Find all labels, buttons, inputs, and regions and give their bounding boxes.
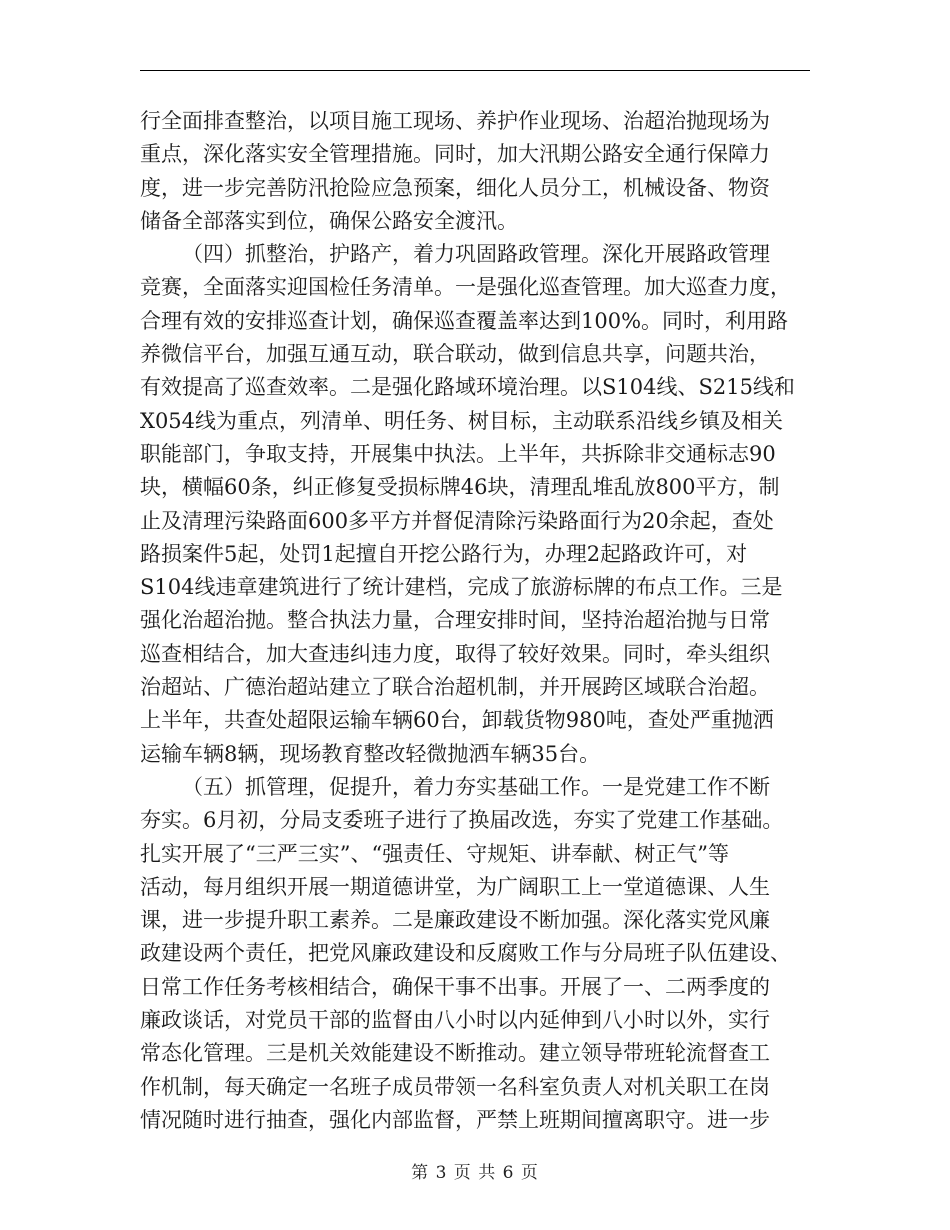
text-line: 块，横幅60条，纠正修复受损标牌46块，清理乱堆乱放800平方，制 (140, 475, 780, 500)
text-line: 职能部门，争取支持，开展集中执法。上半年，共拆除非交通标志90 (140, 441, 776, 466)
text-line: 储备全部落实到位，确保公路安全渡汛。 (140, 208, 518, 233)
paragraph-start-line: （四）抓整治，护路产，着力巩固路政管理。深化开展路政管理 (182, 242, 770, 267)
page-number-footer: 第 3 页 共 6 页 (411, 1163, 539, 1183)
text-line: 活动，每月组织开展一期道德讲堂，为广阔职工上一堂道德课、人生 (140, 874, 770, 899)
text-line: X054线为重点，列清单、明任务、树目标，主动联系沿线乡镇及相关 (140, 408, 784, 433)
text-line: 合理有效的安排巡查计划，确保巡查覆盖率达到100%。同时，利用路 (140, 308, 789, 333)
text-line: 日常工作任务考核相结合，确保干事不出事。开展了一、二两季度的 (140, 974, 770, 999)
text-line: 重点，深化落实安全管理措施。同时，加大汛期公路安全通行保障力 (140, 142, 770, 167)
text-line: 政建设两个责任，把党风廉政建设和反腐败工作与分局班子队伍建设、 (140, 941, 791, 966)
text-line: 作机制，每天确定一名班子成员带领一名科室负责人对机关职工在岗 (140, 1074, 770, 1099)
text-line: 运输车辆8辆，现场教育整改轻微抛洒车辆35台。 (140, 741, 601, 766)
text-line: 课，进一步提升职工素养。二是廉政建设不断加强。深化落实党风廉 (140, 908, 770, 933)
text-line: 路损案件5起，处罚1起擅自开挖公路行为，办理2起路政许可，对 (140, 541, 748, 566)
text-line: 巡查相结合，加大查违纠违力度，取得了较好效果。同时，牵头组织 (140, 641, 770, 666)
text-line: 上半年，共查处超限运输车辆60台，卸载货物980吨，查处严重抛洒 (140, 708, 774, 733)
header-rule (140, 70, 810, 71)
text-line: 行全面排查整治，以项目施工现场、养护作业现场、治超治抛现场为 (140, 109, 770, 133)
text-line: 夯实。6月初，分局支委班子进行了换届改选，夯实了党建工作基础。 (140, 808, 784, 833)
paragraph-start-line: （五）抓管理，促提升，着力夯实基础工作。一是党建工作不断 (182, 774, 770, 799)
text-line: 情况随时进行抽查，强化内部监督，严禁上班期间擅离职守。进一步 (140, 1107, 770, 1132)
text-line: 强化治超治抛。整合执法力量，合理安排时间，坚持治超治抛与日常 (140, 608, 770, 633)
text-line: 治超站、广德治超站建立了联合治超机制，并开展跨区域联合治超。 (140, 675, 770, 700)
text-line: 养微信平台，加强互通互动，联合联动，做到信息共享，问题共治， (140, 342, 770, 367)
text-line: S104线违章建筑进行了统计建档，完成了旅游标牌的布点工作。三是 (140, 575, 783, 600)
text-line: 有效提高了巡查效率。二是强化路域环境治理。以S104线、S215线和 (140, 375, 795, 400)
text-line: 廉政谈话，对党员干部的监督由八小时以内延伸到八小时以外，实行 (140, 1008, 770, 1033)
text-line: 度，进一步完善防汛抢险应急预案，细化人员分工，机械设备、物资 (140, 175, 770, 200)
text-line: 扎实开展了“三严三实”、“强责任、守规矩、讲奉献、树正气”等 (140, 841, 729, 866)
text-line: 竞赛，全面落实迎国检任务清单。一是强化巡查管理。加大巡查力度， (140, 275, 791, 300)
text-line: 止及清理污染路面600多平方并督促清除污染路面行为20余起，查处 (140, 508, 774, 533)
document-body (140, 105, 812, 1137)
text-line: 常态化管理。三是机关效能建设不断推动。建立领导带班轮流督查工 (140, 1041, 770, 1066)
